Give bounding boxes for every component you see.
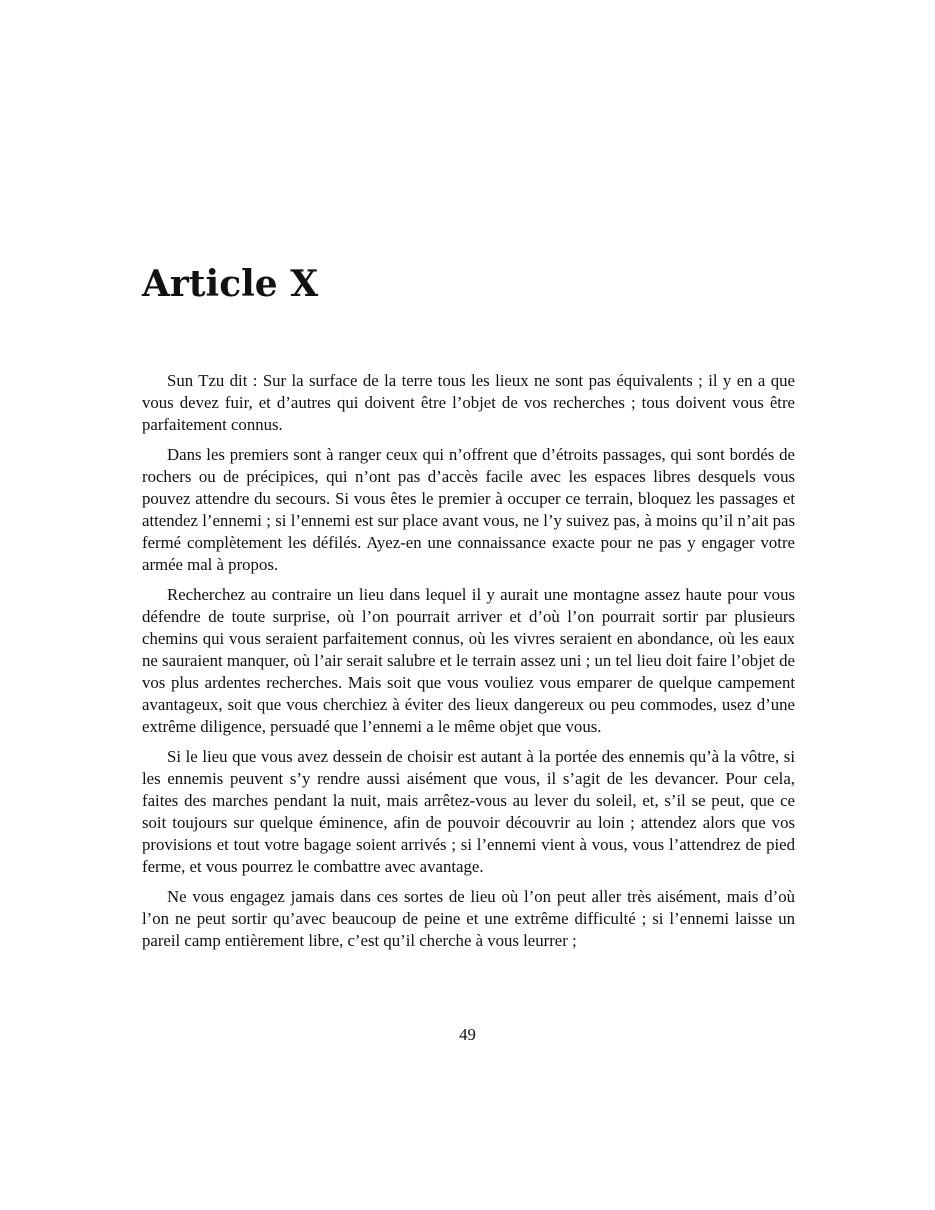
chapter-title: Article X xyxy=(142,263,319,305)
body-text xyxy=(142,370,795,960)
paragraph: Recherchez au contraire un lieu dans lequel il y aurait une montagne assez haute pour vous défendre de toute surprise, où l’on pourrait arriver et d’où l’on pourrait sortir par plusieurs chemins qui vous seraient parfaitement connus, où les vivres seraient en abondance, où les eaux ne sauraient manquer, où l’air serait salubre et le terrain assez uni ; un tel lieu doit faire l’objet de vos plus ardentes recherches. Mais soit que vous vouliez vous emparer de quelque campement avantageux, soit que vous cherchiez à éviter des lieux dangereux ou peu commodes, usez d’une extrême diligence, persuadé que l’ennemi a le même objet que vous. xyxy=(142,585,795,736)
paragraph: Dans les premiers sont à ranger ceux qui n’offrent que d’étroits passages, qui sont bordés de rochers ou de précipices, qui n’ont pas d’accès facile avec les espaces libres desquels vous pouvez attendre du secours. Si vous êtes le premier à occuper ce terrain, bloquez les passages et attendez l’ennemi ; si l’ennemi est sur place avant vous, ne l’y suivez pas, à moins qu’il n’ait pas fermé complètement les défilés. Ayez-en une connaissance exacte pour ne pas y engager votre armée mal à propos. xyxy=(142,445,795,574)
page-number: 49 xyxy=(459,1025,476,1044)
paragraph: Sun Tzu dit : Sur la surface de la terre tous les lieux ne sont pas équivalents ; il y en a que vous devez fuir, et d’autres qui doivent être l’objet de vos recherches ; tous doivent vous être parfaitement connus. xyxy=(142,371,795,434)
paragraph: Ne vous engagez jamais dans ces sortes de lieu où l’on peut aller très aisément, mais d’où l’on ne peut sortir qu’avec beaucoup de peine et une extrême difficulté ; si l’ennemi laisse un pareil camp entièrement libre, c’est qu’il cherche à vous leurrer ; xyxy=(142,887,795,950)
paragraph: Si le lieu que vous avez dessein de choisir est autant à la portée des ennemis qu’à la vôtre, si les ennemis peuvent s’y rendre aussi aisément que vous, il s’agit de les devancer. Pour cela, faites des marches pendant la nuit, mais arrêtez-vous au lever du soleil, et, s’il se peut, que ce soit toujours sur quelque éminence, afin de pouvoir découvrir au loin ; attendez alors que vos provisions et tout votre bagage soient arrivés ; si l’ennemi vient à vous, vous l’attendrez de pied ferme, et vous pourrez le combattre avec avantage. xyxy=(142,747,795,876)
